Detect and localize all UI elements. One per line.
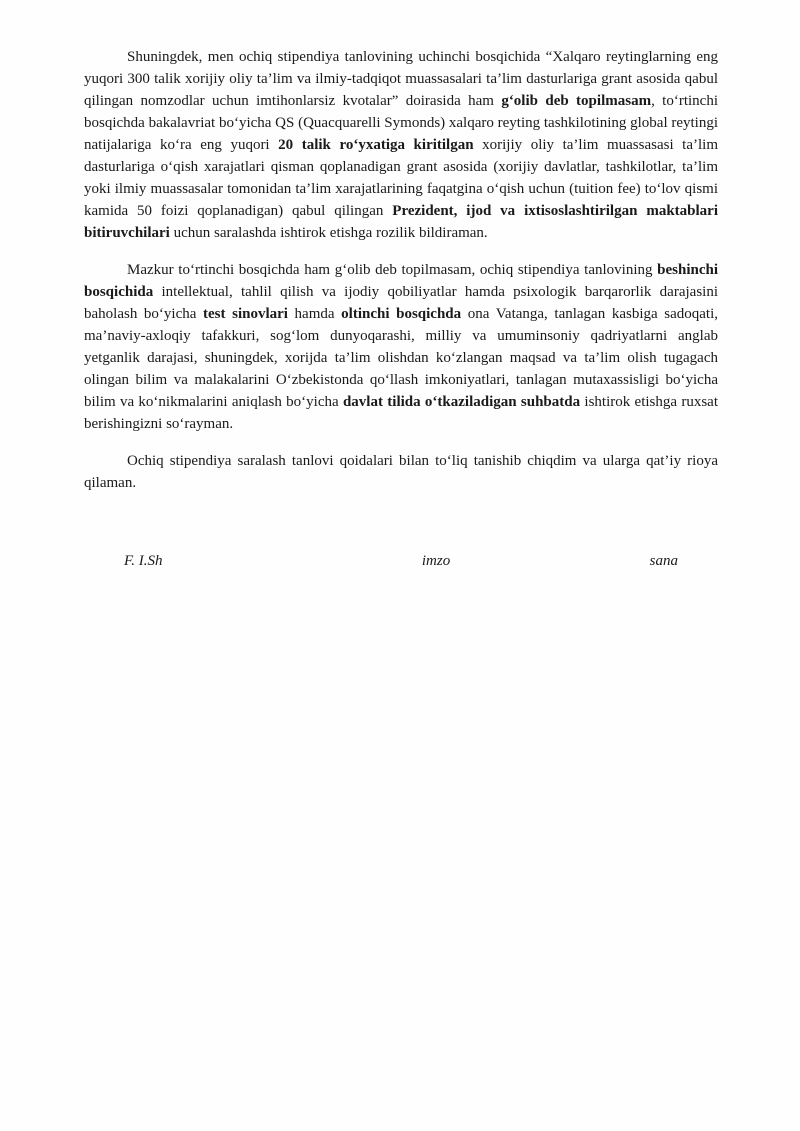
bold-phrase-20-talik-royxati: 20 talik ro‘yxatiga kiritilgan (278, 137, 474, 153)
paragraph-consent-stage3-4 (84, 46, 718, 244)
bold-phrase-davlat-tilida-suhbat: davlat tilida o‘tkaziladigan suhbatda (342, 394, 581, 410)
paragraph-text: xorijiy oliy ta’lim muassasasi ta’lim dasturlariga o‘qish xarajatlari qisman qoplanadigan grant asosida (xorijiy davlatlar, tashkilotlar, ta’lim yoki ilmiy muassasalar tomonidan ta’lim xarajatlarining faqatgina o‘qish uchun (tuition fee) to‘lov qismi kamida 50 foizi qoplanadigan) qabul qilingan (84, 137, 719, 219)
paragraph-text: hamda (287, 306, 342, 322)
paragraph-consent-stage5-6 (84, 259, 718, 435)
signature-name-label: F. I.Sh (124, 553, 163, 569)
paragraph-text: Shuningdek, men ochiq stipendiya tanlovining uchinchi bosqichida “Xalqaro reytinglarning eng yuqori 300 talik xorijiy oliy ta’lim va ilmiy-tadqiqot muassasalari ta’lim dasturlariga grant asosida qabul qilingan nomzodlar uchun imtihonlarsiz kvotalar” doirasida ham (84, 49, 718, 109)
paragraph-text: , to‘rtinchi bosqichda bakalavriat bo‘yicha QS (Quacquarelli Symonds) xalqaro reyting tashkilotining global reytingi natijalariga ko‘ra eng yuqori (84, 93, 719, 153)
paragraph-rules-acknowledgement (84, 450, 718, 494)
bold-phrase-test-sinovlari: test sinovlari (203, 306, 288, 322)
signature-date-label: sana (649, 553, 678, 569)
signature-imzo-label: imzo (421, 553, 451, 569)
bold-phrase-beshinchi-bosqichida: beshinchi bosqichida (84, 262, 718, 300)
bold-phrase-oltinchi-bosqichda: oltinchi bosqichda (341, 306, 462, 322)
paragraph-text: ishtirok etishga ruxsat berishingizni so‘rayman. (84, 394, 719, 432)
signature-row (84, 550, 718, 572)
paragraph-text: Mazkur to‘rtinchi bosqichda ham g‘olib deb topilmasam, ochiq stipendiya tanlovining (127, 262, 658, 278)
paragraph-text: intellektual, tahlil qilish va ijodiy qobiliyatlar hamda psixologik barqarorlik darajasini baholash bo‘yicha (84, 284, 718, 322)
bold-phrase-prezident-maktablari: Prezident, ijod va ixtisoslashtirilgan maktablari bitiruvchilari (84, 203, 718, 241)
bold-phrase-golib-deb-topilmasam: g‘olib deb topilmasam (501, 93, 652, 109)
paragraph-text: uchun saralashda ishtirok etishga rozilik bildiraman. (169, 225, 488, 241)
paragraph-text: ona Vatanga, tanlagan kasbiga sadoqati, ma’naviy-axloqiy tafakkuri, sog‘lom dunyoqarashi, milliy va umuminsoniy qadriyatlarni anglab yetganlik darajasi, shuningdek, xorijda ta’lim olishdan ko‘zlangan maqsad va ta’lim olish tugagach olingan bilim va malakalarini O‘zbekistonda qo‘llash imkoniyatlari, tanlagan mutaxassisligi bo‘yicha bilim va ko‘nikmalarini aniqlash bo‘yicha (84, 306, 718, 410)
paragraph-text: Ochiq stipendiya saralash tanlovi qoidalari bilan to‘liq tanishib chiqdim va ularga qat’iy rioya qilaman. (84, 453, 718, 491)
